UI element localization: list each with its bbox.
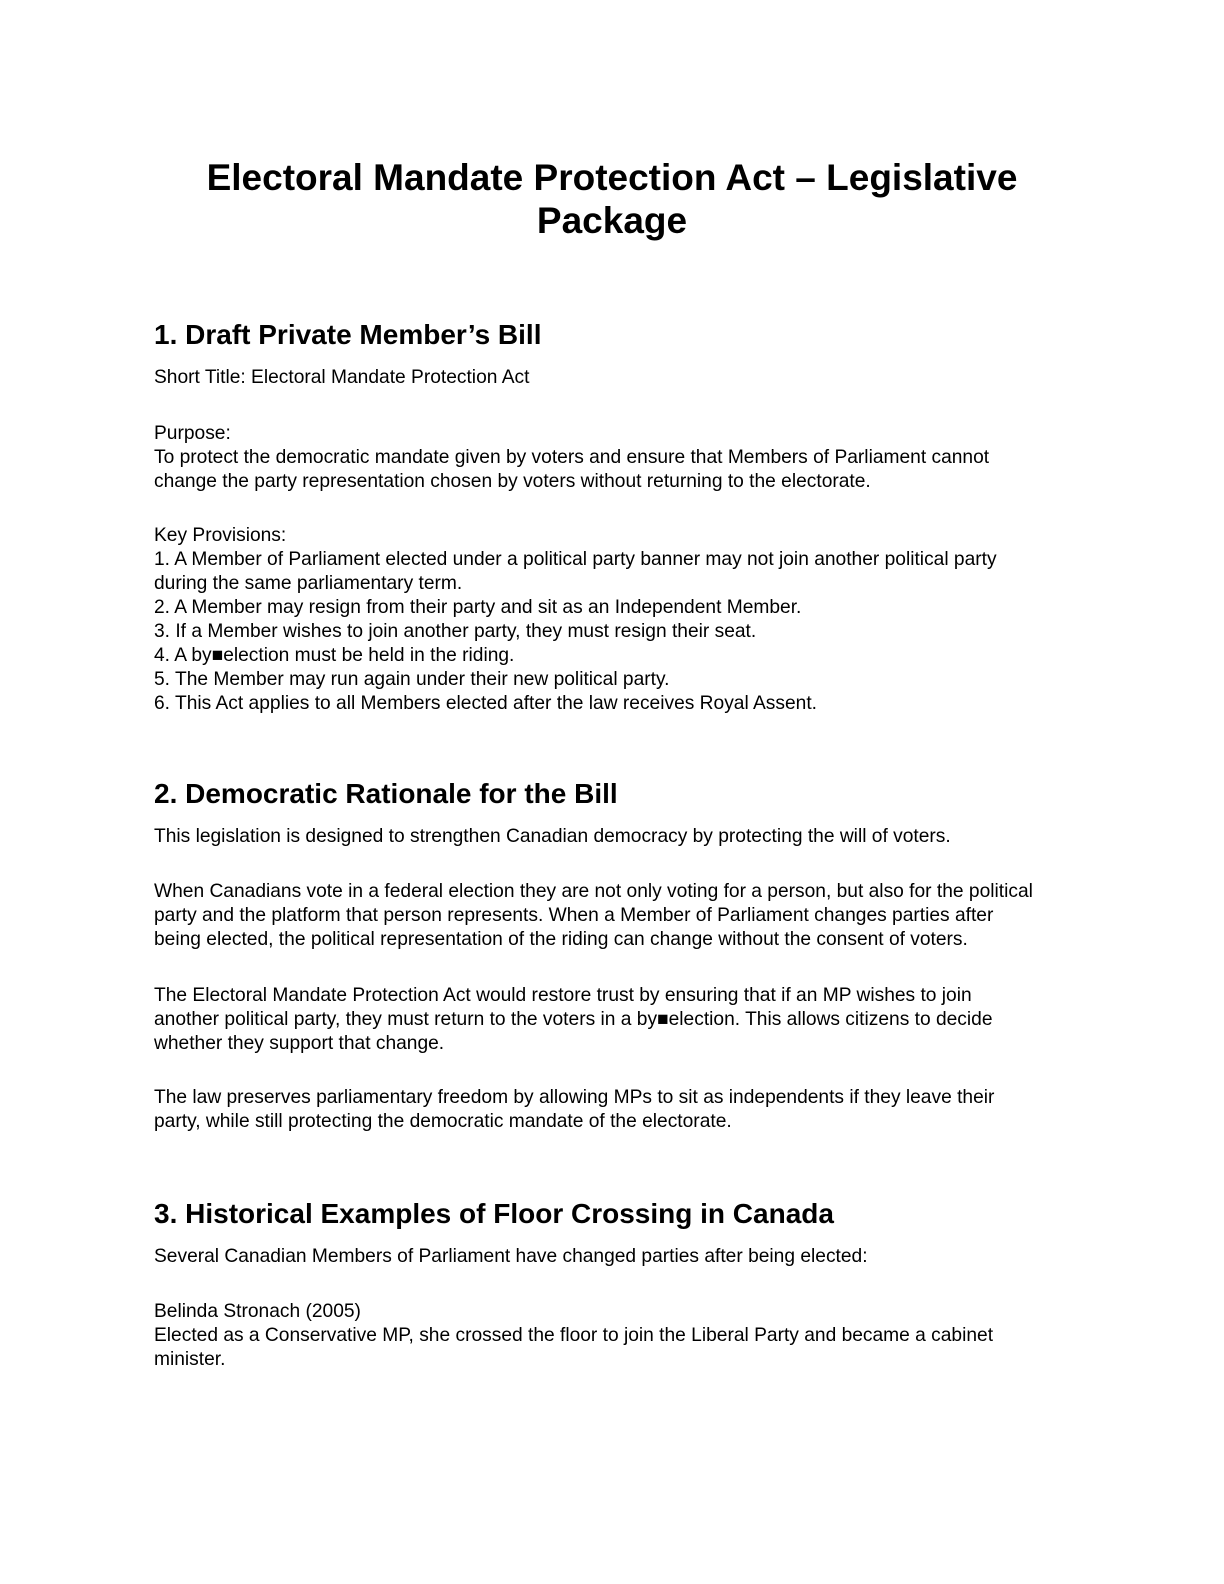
- example-name: Belinda Stronach (2005): [154, 1301, 361, 1322]
- key-provisions-paragraph: [154, 524, 1074, 716]
- paragraph-line: being elected, the political representation of the riding can change without the consent of voters.: [154, 929, 968, 950]
- paragraph-line: change the party representation chosen by voters without returning to the electorate.: [154, 471, 871, 492]
- provision-line: 3. If a Member wishes to join another party, they must resign their seat.: [154, 621, 757, 642]
- paragraph-line: To protect the democratic mandate given by voters and ensure that Members of Parliament cannot: [154, 447, 990, 468]
- provision-line: during the same parliamentary term.: [154, 573, 463, 594]
- provisions-label: Key Provisions:: [154, 525, 287, 546]
- paragraph-line: party, while still protecting the democratic mandate of the electorate.: [154, 1111, 732, 1132]
- section-heading-draft-bill: 1. Draft Private Member’s Bill: [154, 319, 542, 350]
- provision-line: 1. A Member of Parliament elected under a political party banner may not join another political party: [154, 549, 997, 570]
- short-title-text: Short Title: Electoral Mandate Protection Act: [154, 367, 530, 388]
- historical-intro: Several Canadian Members of Parliament have changed parties after being elected:: [154, 1246, 868, 1267]
- paragraph-line: When Canadians vote in a federal election they are not only voting for a person, but also for the political: [154, 881, 1033, 902]
- document-title-line: Electoral Mandate Protection Act – Legislative: [206, 157, 1018, 198]
- paragraph-line: party and the platform that person represents. When a Member of Parliament changes parties after: [154, 905, 994, 926]
- document-title-line: Package: [536, 200, 688, 241]
- provision-line: 6. This Act applies to all Members elected after the law receives Royal Assent.: [154, 693, 817, 714]
- purpose-label: Purpose:: [154, 423, 231, 444]
- provision-line: 5. The Member may run again under their new political party.: [154, 669, 670, 690]
- paragraph-line: The Electoral Mandate Protection Act would restore trust by ensuring that if an MP wishes to join: [154, 985, 972, 1006]
- paragraph-line: This legislation is designed to strengthen Canadian democracy by protecting the will of voters.: [154, 826, 951, 847]
- paragraph-line: minister.: [154, 1349, 226, 1370]
- document-title: [150, 156, 1074, 242]
- section-heading-historical-examples: 3. Historical Examples of Floor Crossing in Canada: [154, 1198, 834, 1229]
- purpose-paragraph: [154, 422, 1074, 494]
- section-heading-rationale: 2. Democratic Rationale for the Bill: [154, 778, 618, 809]
- paragraph-line: whether they support that change.: [154, 1033, 445, 1054]
- paragraph-line: Elected as a Conservative MP, she crossed the floor to join the Liberal Party and became a cabinet: [154, 1325, 994, 1346]
- provision-line: 2. A Member may resign from their party and sit as an Independent Member.: [154, 597, 802, 618]
- example-entry: [154, 1300, 1074, 1372]
- rationale-paragraph: [154, 984, 1074, 1056]
- rationale-paragraph: [154, 880, 1074, 952]
- rationale-paragraph: [154, 1086, 1074, 1134]
- rationale-paragraph: [154, 825, 1074, 849]
- paragraph-line: The law preserves parliamentary freedom by allowing MPs to sit as independents if they leave their: [154, 1087, 995, 1108]
- paragraph-line: another political party, they must return to the voters in a by■election. This allows citizens to decide: [154, 1009, 993, 1030]
- provision-line: 4. A by■election must be held in the riding.: [154, 645, 515, 666]
